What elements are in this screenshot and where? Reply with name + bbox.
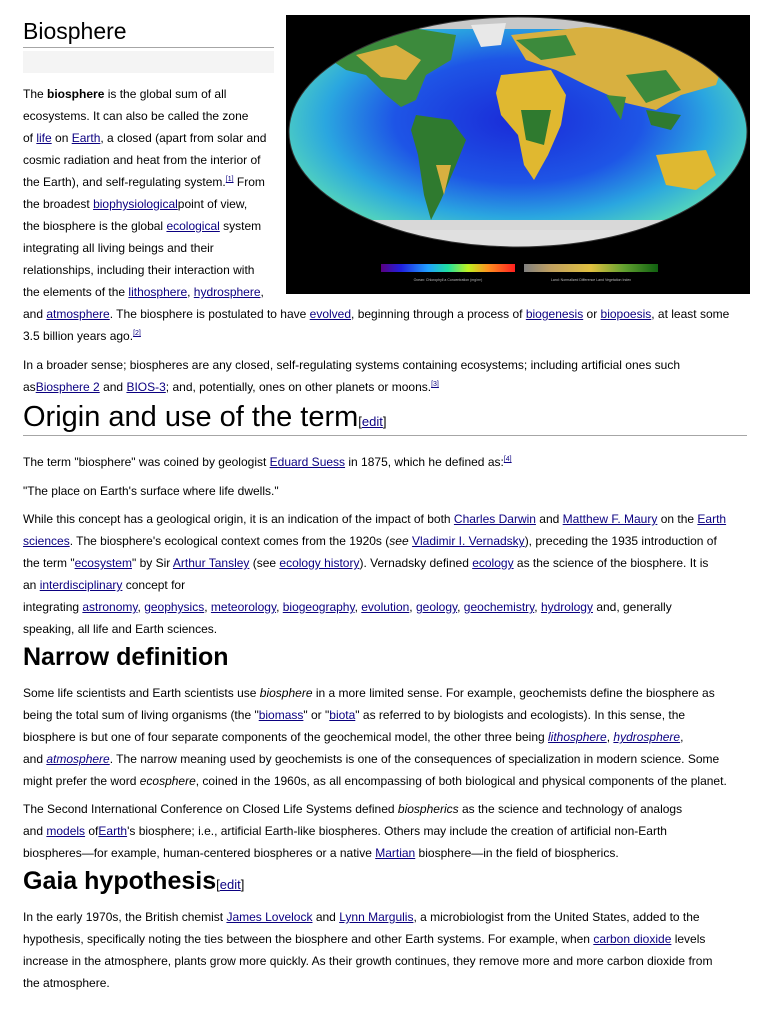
link-earth-2[interactable]: Earth <box>98 824 128 838</box>
ocean-legend-bar <box>381 264 515 272</box>
intro-line-10: the elements of the lithosphere, hydrosphere, <box>23 285 264 299</box>
link-charles-darwin[interactable]: Charles Darwin <box>453 512 536 526</box>
gaia-line-4: the atmosphere. <box>23 976 110 990</box>
narrow-p1-line-3: biosphere is but one of four separate components of the geochemical model, the other three being lithosphere, hydrosphere, <box>23 730 684 744</box>
origin-p3-line-1: While this concept has a geological origin, it is an indication of the impact of both Charles Darwin and Matthew F. Maury on the Earth <box>23 512 727 526</box>
biosphere-map-image[interactable] <box>286 15 750 294</box>
narrow-p1-line-1: Some life scientists and Earth scientists use biosphere in a more limited sense. For example, geochemists define the biosphere as <box>23 686 715 700</box>
intro-line-4: cosmic radiation and heat from the interior of <box>23 153 261 167</box>
link-astronomy[interactable]: astronomy <box>82 600 138 614</box>
edit-link-origin[interactable]: edit <box>361 414 383 429</box>
link-biogenesis[interactable]: biogenesis <box>525 307 584 321</box>
narrow-p2-line-2: and models ofEarth's biosphere; i.e., artificial Earth-like biospheres. Others may include the creation of artificial non-Earth <box>23 824 667 838</box>
link-james-lovelock[interactable]: James Lovelock <box>226 910 313 924</box>
narrow-p1-line-2: being the total sum of living organisms (the "biomass" or "biota" as referred to by biologists and ecologists). In this sense, the <box>23 708 686 722</box>
citation-1[interactable]: [1] <box>225 176 234 183</box>
link-geophysics[interactable]: geophysics <box>144 600 205 614</box>
link-geology[interactable]: geology <box>415 600 458 614</box>
link-biota[interactable]: biota <box>329 708 356 722</box>
title-shade <box>23 51 274 73</box>
land-legend-caption: Land: Normalized Difference Land Vegetation Index <box>550 278 632 282</box>
link-carbon-dioxide[interactable]: carbon dioxide <box>593 932 672 946</box>
gaia-line-2: hypothesis, specifically noting the ties between the biosphere and other Earth systems. For example, when carbon dioxide levels <box>23 932 706 946</box>
narrow-p2-line-1: The Second International Conference on Closed Life Systems defined biospherics as the science and technology of analogs <box>23 802 683 816</box>
link-martian[interactable]: Martian <box>375 846 416 860</box>
link-hydrology[interactable]: hydrology <box>540 600 593 614</box>
link-lithosphere[interactable]: lithosphere <box>128 285 188 299</box>
em-biospherics: biospherics <box>397 802 459 816</box>
origin-p3-line-5: integrating astronomy, geophysics, meteorology, biogeography, evolution, geology, geochemistry, hydrology and, generally <box>23 600 672 614</box>
link-vernadsky[interactable]: Vladimir I. Vernadsky <box>411 534 525 548</box>
link-earth-sciences-1[interactable]: Earth <box>697 512 727 526</box>
intro-line-2: ecosystems. It can also be called the zone <box>23 109 249 123</box>
intro-line-3: of life on Earth, a closed (apart from solar and <box>23 131 267 145</box>
page-title: Biosphere <box>23 18 274 48</box>
link-earth-sciences-2[interactable]: sciences <box>23 534 70 548</box>
link-atmosphere-2[interactable]: atmosphere <box>46 752 110 766</box>
link-biogeography[interactable]: biogeography <box>282 600 355 614</box>
origin-p3-line-6: speaking, all life and Earth sciences. <box>23 622 218 636</box>
link-evolved[interactable]: evolved <box>309 307 352 321</box>
bold-term: biosphere <box>47 87 105 101</box>
origin-p3-line-3: the term "ecosystem" by Sir Arthur Tansley (see ecology history). Vernadsky defined ecology as the science of the biosphere. It is <box>23 556 709 570</box>
origin-p3-line-2: sciences. The biosphere's ecological context comes from the 1920s (see Vladimir I. Vernadsky), preceding the 1935 introduction of <box>23 534 717 548</box>
link-geochemistry[interactable]: geochemistry <box>463 600 535 614</box>
link-earth[interactable]: Earth <box>71 131 101 145</box>
citation-2[interactable]: [2] <box>133 330 141 337</box>
link-matthew-maury[interactable]: Matthew F. Maury <box>562 512 658 526</box>
link-life[interactable]: life <box>36 131 52 145</box>
heading-origin: Origin and use of the term[edit] <box>23 401 387 433</box>
edit-section-origin: [edit] <box>358 414 387 429</box>
gaia-line-3: increase in the atmosphere, plants grow more quickly. As their growth continues, they remove more and more carbon dioxide from <box>23 954 713 968</box>
see-italic: see <box>389 534 409 548</box>
heading-narrow-definition: Narrow definition <box>23 643 229 671</box>
heading-origin-rule <box>23 435 747 436</box>
link-biopoesis[interactable]: biopoesis <box>600 307 652 321</box>
edit-section-gaia: [edit] <box>216 877 245 892</box>
link-arthur-tansley[interactable]: Arthur Tansley <box>172 556 250 570</box>
link-ecosystem[interactable]: ecosystem <box>74 556 132 570</box>
em-biosphere: biosphere <box>259 686 313 700</box>
intro-line-1: The biosphere is the global sum of all <box>23 87 227 101</box>
narrow-p1-line-4: and atmosphere. The narrow meaning used by geochemists is one of the consequences of specialization in modern science. Some <box>23 752 720 766</box>
link-biomass[interactable]: biomass <box>258 708 304 722</box>
citation-4[interactable]: [4] <box>503 456 512 463</box>
link-models[interactable]: models <box>46 824 86 838</box>
intro-line-6: the broadest biophysiologicalpoint of view, <box>23 197 248 211</box>
link-hydrosphere-2[interactable]: hydrosphere <box>613 730 681 744</box>
link-ecology-history[interactable]: ecology history <box>279 556 360 570</box>
intro-line-11: and atmosphere. The biosphere is postulated to have evolved, beginning through a process of biogenesis or biopoesis, at least some <box>23 307 730 321</box>
link-bios-3[interactable]: BIOS-3 <box>126 380 166 394</box>
narrow-p1-line-5: might prefer the word ecosphere, coined in the 1960s, as all encompassing of both biological and physical components of the planet. <box>23 774 727 788</box>
edit-link-gaia[interactable]: edit <box>219 877 241 892</box>
intro-line-5: the Earth), and self-regulating system.[1] From <box>23 175 265 189</box>
link-lynn-margulis[interactable]: Lynn Margulis <box>339 910 414 924</box>
intro-line-12: 3.5 billion years ago.[2] <box>23 329 141 343</box>
narrow-p2-line-3: biospheres—for example, human-centered biospheres or a native Martian biosphere—in the field of biospherics. <box>23 846 619 860</box>
intro-line-7: the biosphere is the global ecological system <box>23 219 262 233</box>
link-biosphere-2[interactable]: Biosphere 2 <box>35 380 100 394</box>
link-meteorology[interactable]: meteorology <box>210 600 277 614</box>
citation-3[interactable]: [3] <box>431 381 439 388</box>
link-hydrosphere[interactable]: hydrosphere <box>193 285 261 299</box>
link-atmosphere[interactable]: atmosphere <box>46 307 110 321</box>
origin-p1: The term "biosphere" was coined by geologist Eduard Suess in 1875, which he defined as:[4] <box>23 455 512 469</box>
link-lithosphere-2[interactable]: lithosphere <box>548 730 607 744</box>
ocean-legend-caption: Ocean: Chlorophyll a Concentration (mg/m³) <box>413 278 483 282</box>
heading-gaia-hypothesis: Gaia hypothesis[edit] <box>23 867 245 895</box>
land-legend-bar <box>524 264 658 272</box>
link-ecological[interactable]: ecological <box>166 219 220 233</box>
link-evolution[interactable]: evolution <box>361 600 410 614</box>
gaia-line-1: In the early 1970s, the British chemist James Lovelock and Lynn Margulis, a microbiologist from the United States, added to the <box>23 910 700 924</box>
biosphere-map-svg <box>286 15 750 294</box>
link-biophysiological[interactable]: biophysiological <box>93 197 178 211</box>
link-ecology[interactable]: ecology <box>472 556 514 570</box>
origin-p3-line-4: an interdisciplinary concept for <box>23 578 186 592</box>
intro-line-8: integrating all living beings and their <box>23 241 214 255</box>
origin-quote: "The place on Earth's surface where life dwells." <box>23 484 279 498</box>
intro-line-9: relationships, including their interaction with <box>23 263 255 277</box>
broader-line-2: asBiosphere 2 and BIOS-3; and, potentially, ones on other planets or moons.[3] <box>23 380 439 394</box>
link-interdisciplinary[interactable]: interdisciplinary <box>39 578 123 592</box>
em-ecosphere: ecosphere <box>139 774 196 788</box>
broader-line-1: In a broader sense; biospheres are any closed, self-regulating systems containing ecosystems; including artificial ones such <box>23 358 681 372</box>
link-eduard-suess[interactable]: Eduard Suess <box>269 455 346 469</box>
